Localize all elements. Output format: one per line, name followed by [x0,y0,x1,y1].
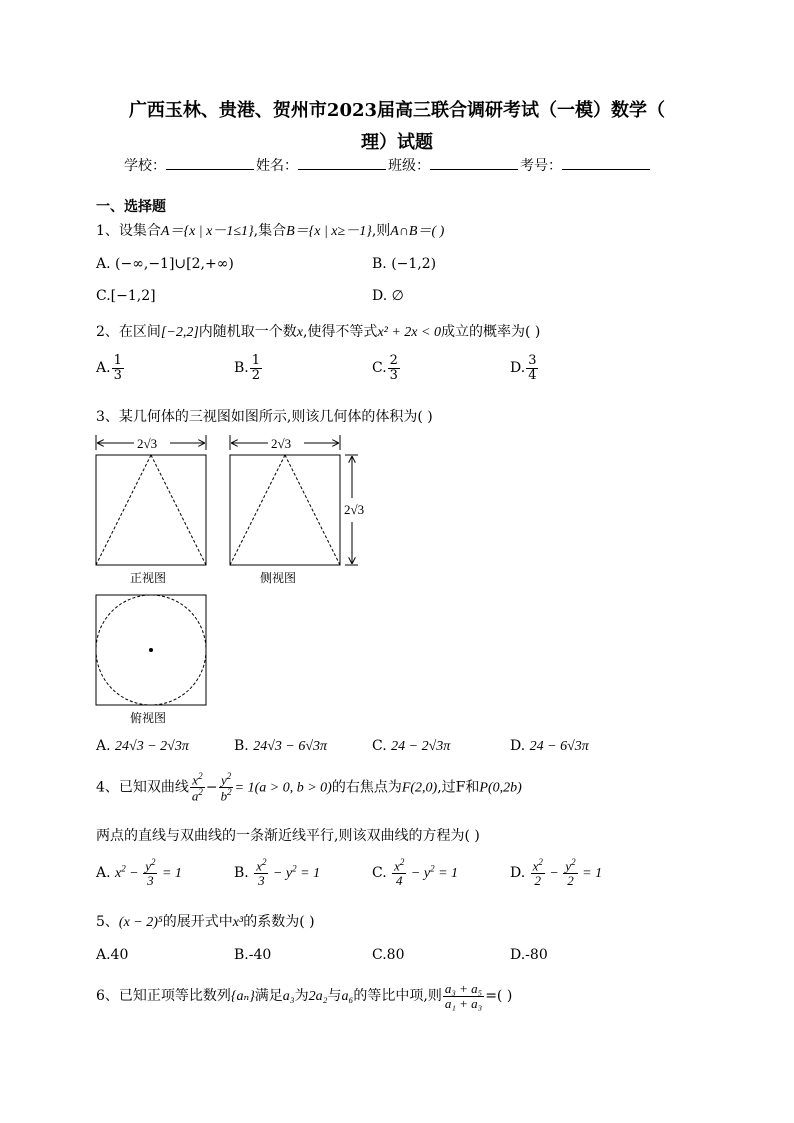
name-label: 姓名： [256,158,298,174]
q4-option-d: D. $\frac{x^2}{2}$ − $\frac{y^2}{2}$ = 1 [510,857,603,888]
q6-frac [443,982,484,1010]
q6-a2: 2a₂ [308,989,328,1005]
q3-option-c-value: 24 − 2√3π [391,739,451,754]
exam-title-line2: 理）试题 [361,132,433,153]
school-field[interactable] [166,169,254,170]
student-info-row [124,155,652,175]
q4-text-mid: 的右焦点为 [331,779,402,796]
q2-option-d-label: D. [510,360,526,377]
question-1 [96,220,444,240]
front-dim-label: 2√3 [137,436,158,451]
q3-option-b-value: 24√3 − 6√3π [253,739,328,754]
q4-frac-x: $\frac{x^2}{a^2}$ [191,771,203,804]
q6-den: a₁ + a₃ [444,995,483,1011]
q5-term: x³ [232,915,244,930]
q5-option-c: C.80 [372,947,405,963]
q3-option-a-value: 24√3 − 2√3π [115,739,189,754]
q2-option-c-num: 2 [389,353,398,368]
q4-frac-y: $\frac{y^2}{b^2}$ [220,771,232,804]
q2-option-c [372,354,401,382]
q1-option-d: D. ∅ [372,288,404,304]
school-label: 学校： [124,158,166,174]
q5-option-d: D.-80 [510,947,548,963]
question-2 [96,321,540,341]
q1-text: 1、设集合 [96,223,161,239]
q2-option-d-num: 3 [528,353,537,368]
q5-text-mid: 的展开式中 [162,914,233,930]
q5-text-before: 5、 [96,914,119,930]
q2-option-b-num: 1 [251,353,261,368]
q3-option-d-value: 24 − 6√3π [529,739,589,754]
q6-a3: a₃ [282,989,295,1005]
q5-expr: (x − 2)⁵ [118,915,163,930]
q3-option-a-label: A. [96,738,111,754]
q2-text-before: 2、在区间 [96,324,161,340]
q4-option-a-label: A. [96,864,111,881]
front-view-caption: 正视图 [130,571,167,585]
q2-option-b [234,354,263,382]
class-field[interactable] [430,169,518,170]
q1-option-c: C.[−1,2] [96,288,156,304]
question-4: 4、已知双曲线 $\frac{x^2}{a^2}$ − $\frac{y^2}{b^2}$ = 1(a > 0, b > 0)的右焦点为F(2,0),过F和P(0,2b) [96,771,522,804]
top-view [96,595,206,705]
front-view [96,455,206,565]
q1-set-b: B＝{x | x≥－1} [286,224,372,239]
q3-option-b-label: B. [234,738,249,754]
q6-text-mid: 满足 [254,988,283,1005]
q4-option-a: A. $x^2$ − $\frac{y^2}{3}$ = 1 [96,857,182,888]
three-view-figure [90,430,380,730]
q4-text-before: 4、已知双曲线 [96,779,189,796]
q3-option-d-label: D. [510,738,526,754]
question-6 [96,982,512,1010]
q6-a6: a₆ [341,989,354,1005]
q2-option-a [96,354,125,382]
q6-text-mid4: 的等比中项,则 [353,988,442,1005]
q2-text-after: 成立的概率为( ) [440,324,541,340]
q6-text-mid3: 与 [327,988,342,1005]
q4-line2: 两点的直线与双曲线的一条渐近线平行,则该双曲线的方程为( ) [96,828,480,844]
q4-option-d-label: D. [510,864,526,881]
q1-expr: A∩B＝( ) [390,224,445,239]
q1-option-a: A. (−∞,−1]∪[2,+∞) [96,256,234,272]
q1-mid: ,集合 [253,223,287,239]
q2-text-mid2: ,使得不等式 [302,324,378,340]
q4-point: P(0,2b) [479,780,522,796]
section-heading: 一、选择题 [96,199,166,215]
q3-option-a [96,738,189,755]
q2-option-b-label: B. [234,360,249,377]
q4-option-c: C. $\frac{x^2}{4}$ − $y^2 = 1$ [372,857,459,888]
q3-option-d [510,738,589,755]
q1-set-a: A＝{x | x－1≤1} [160,224,254,239]
q4-option-b-label: B. [234,864,249,881]
number-field[interactable] [562,169,650,170]
q2-option-b-den: 2 [251,367,261,383]
q2-option-d [510,354,539,382]
side-view [230,455,340,565]
q6-num: a₃ + a₅ [444,981,483,996]
q2-inequality: x² + 2x < 0 [377,325,441,340]
q5-text-after: 的系数为( ) [243,914,315,930]
q2-option-d-den: 4 [528,367,537,383]
q2-option-a-den: 3 [113,367,122,383]
q3-option-c [372,738,450,755]
top-view-caption: 俯视图 [130,711,167,725]
q3-option-c-label: C. [372,738,387,754]
question-5 [96,911,315,931]
q1-option-b: B. (−1,2) [372,256,437,272]
q5-option-a: A.40 [96,947,129,963]
q2-option-c-den: 3 [389,367,398,383]
q6-text-mid2: 为 [294,988,309,1005]
exam-title-line1: 广西玉林、贵港、贺州市2023届高三联合调研考试（一模）数学（ [128,100,666,121]
q2-var: x [296,325,303,340]
side-dim-label: 2√3 [271,436,292,451]
q4-condition: = 1(a > 0, b > 0) [234,780,332,796]
question-3: 3、某几何体的三视图如图所示,则该几何体的体积为( ) [96,409,433,425]
name-field[interactable] [298,169,386,170]
q4-focus: F(2,0) [401,780,438,796]
q5-option-b: B.-40 [234,947,272,963]
q6-text-before: 6、已知正项等比数列 [96,988,231,1005]
q6-seq: {aₙ} [230,989,255,1005]
side-view-caption: 侧视图 [260,571,297,585]
q2-text-mid: 内随机取一个数 [198,324,297,340]
class-label: 班级： [388,158,430,174]
q2-option-a-label: A. [96,360,111,377]
q2-interval: [−2,2] [160,325,199,340]
q4-option-c-label: C. [372,864,387,881]
q1-tail: ,则 [371,223,391,239]
q2-option-a-num: 1 [113,353,122,368]
q3-option-b [234,738,327,755]
q4-option-b: B. $\frac{x^2}{3}$ − $y^2 = 1$ [234,857,321,888]
q4-text-mid2: ,过F和 [437,779,480,796]
q6-text-after: =( ) [485,988,513,1005]
height-dim-label: 2√3 [344,502,365,517]
q2-option-c-label: C. [372,360,387,377]
number-label: 考号： [520,158,562,174]
